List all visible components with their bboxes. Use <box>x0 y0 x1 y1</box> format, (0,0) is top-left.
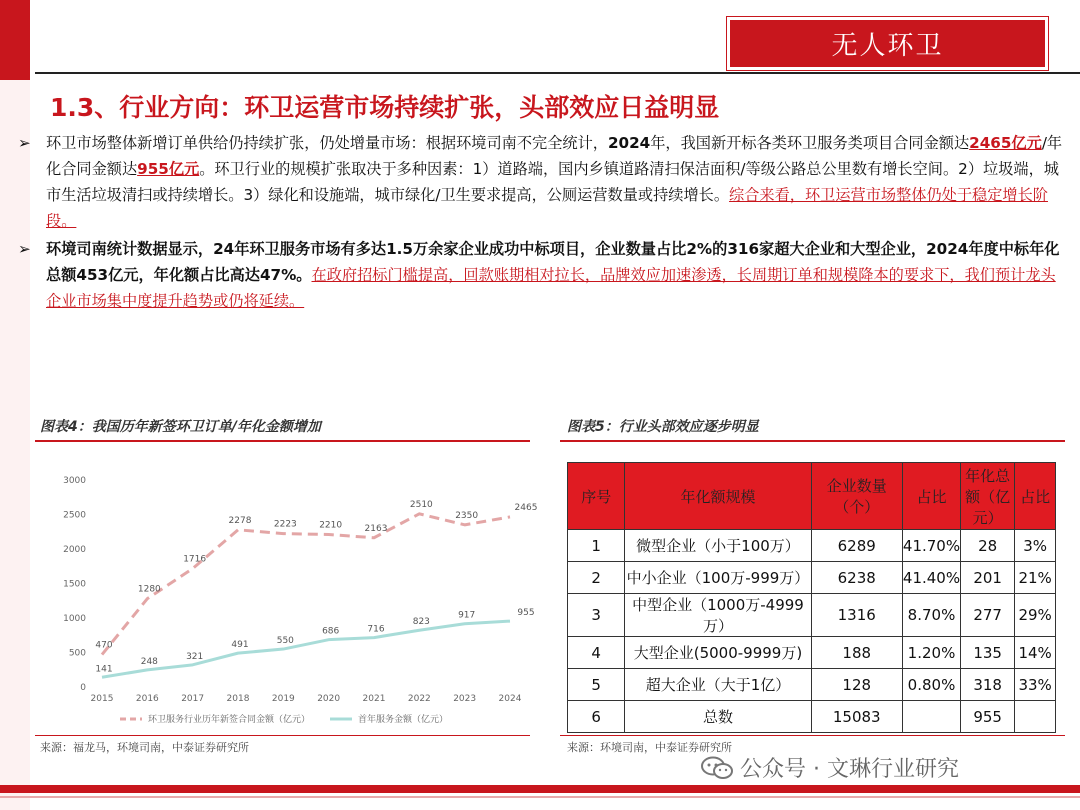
x-tick-label: 2024 <box>498 694 522 704</box>
figure4-bottom-rule <box>35 735 530 736</box>
figure5-title: 图表5：行业头部效应逐步明显 <box>567 419 759 435</box>
figure5-bottom-rule <box>560 735 1065 736</box>
table-header-cell: 占比 <box>902 463 960 530</box>
data-label: 321 <box>186 651 204 662</box>
bullet-paragraph-1 <box>18 130 1068 234</box>
para1-annual-amount: 955亿元 <box>137 160 200 178</box>
x-tick-label: 2016 <box>135 694 159 704</box>
table-row <box>568 594 1056 637</box>
table-cell: 21% <box>1015 562 1056 594</box>
table-header-cell: 企业数量（个） <box>811 463 902 530</box>
data-label: 1280 <box>137 584 161 595</box>
table-cell: 277 <box>961 594 1015 637</box>
table-row <box>568 562 1056 594</box>
table-header-cell: 占比 <box>1015 463 1056 530</box>
data-label: 141 <box>95 664 113 675</box>
data-label: 716 <box>367 624 385 635</box>
table-cell: 15083 <box>811 701 902 733</box>
data-label: 2465 <box>514 502 538 513</box>
table-cell: 201 <box>961 562 1015 594</box>
header-rule <box>35 72 1080 74</box>
data-label: 1716 <box>183 554 207 565</box>
table-cell: 188 <box>811 637 902 669</box>
table-cell: 超大企业（大于1亿） <box>625 669 811 701</box>
figure4-rule <box>35 440 530 442</box>
table-cell: 3 <box>568 594 625 637</box>
table-cell: 41.40% <box>902 562 960 594</box>
left-red-block <box>0 0 30 80</box>
x-tick-label: 2015 <box>90 694 114 704</box>
y-tick-label: 1500 <box>63 579 86 590</box>
enterprise-scale-table <box>567 462 1056 733</box>
table-cell: 6289 <box>811 530 902 562</box>
table-cell: 微型企业（小于100万） <box>625 530 811 562</box>
table-row <box>568 701 1056 733</box>
x-tick-label: 2018 <box>226 694 250 704</box>
legend-label: 首年服务金额（亿元） <box>358 715 449 725</box>
left-decor-strip <box>0 0 30 810</box>
y-tick-label: 500 <box>68 648 86 659</box>
x-tick-label: 2019 <box>271 694 295 704</box>
data-label: 248 <box>140 656 158 667</box>
para1-text-1: 环卫市场整体新增订单供给仍持续扩张，仍处增量市场：根据环境司南不完全统计， <box>46 134 608 152</box>
table-header-cell: 年化总额（亿元） <box>961 463 1015 530</box>
table-cell <box>1015 701 1056 733</box>
para2-conclusion: 在政府招标门槛提高，回款账期相对拉长，品牌效应加速渗透，长周期订单和规模降本的要求下，我们预计龙头企业市场集中度提升趋势或仍将延续。 <box>46 266 1056 310</box>
table-header-cell: 年化额规模 <box>625 463 811 530</box>
data-label: 955 <box>517 608 535 619</box>
x-tick-label: 2017 <box>181 694 205 704</box>
line-chart <box>40 455 538 735</box>
figure4-title: 图表4：我国历年新签环卫订单/年化金额增加 <box>40 419 321 435</box>
table-cell: 33% <box>1015 669 1056 701</box>
data-label: 2210 <box>319 520 343 531</box>
table-cell: 1316 <box>811 594 902 637</box>
table-cell: 955 <box>961 701 1015 733</box>
para1-text-2: 年，我国新开标各类环卫服务类项目合同金额达 <box>650 134 970 152</box>
table-cell: 2 <box>568 562 625 594</box>
figure5-source: 来源：环境司南，中泰证券研究所 <box>567 741 732 754</box>
data-label: 2350 <box>455 510 479 521</box>
data-label: 2223 <box>273 519 297 530</box>
table-cell: 29% <box>1015 594 1056 637</box>
y-tick-label: 2000 <box>63 545 86 555</box>
data-label: 2278 <box>228 515 252 526</box>
table-cell: 总数 <box>625 701 811 733</box>
table-cell: 中小企业（100万-999万） <box>625 562 811 594</box>
bullet-arrow-icon: ➢ <box>18 134 31 152</box>
x-tick-label: 2021 <box>362 694 386 704</box>
table-cell: 3% <box>1015 530 1056 562</box>
y-tick-label: 1000 <box>63 614 86 624</box>
y-tick-label: 2500 <box>63 510 86 521</box>
data-label: 470 <box>95 640 113 651</box>
footer-band <box>0 785 1080 793</box>
table-header-row <box>568 463 1056 530</box>
contract-amount-line <box>102 514 510 655</box>
table-cell: 1 <box>568 530 625 562</box>
data-label: 823 <box>412 617 430 628</box>
table-cell: 128 <box>811 669 902 701</box>
table-cell <box>902 701 960 733</box>
watermark <box>700 752 959 783</box>
bullet-arrow-icon: ➢ <box>18 240 31 258</box>
table-row <box>568 669 1056 701</box>
table-cell: 8.70% <box>902 594 960 637</box>
table-cell: 135 <box>961 637 1015 669</box>
y-tick-label: 0 <box>80 683 86 693</box>
table-cell: 0.80% <box>902 669 960 701</box>
annual-amount-line <box>102 621 510 677</box>
legend-label: 环卫服务行业历年新签合同金额（亿元） <box>148 715 311 725</box>
para1-conclusion: 综合来看，环卫运营市场整体仍处于稳定增长阶段。 <box>46 186 1048 230</box>
watermark-text: 公众号 · 文琳行业研究 <box>740 757 959 782</box>
data-label: 491 <box>231 640 249 651</box>
x-tick-label: 2020 <box>317 694 341 704</box>
body-text <box>18 130 1068 316</box>
line-chart-svg <box>40 455 538 735</box>
table-cell: 6 <box>568 701 625 733</box>
figure4-source: 来源：福龙马，环境司南，中泰证券研究所 <box>40 741 249 754</box>
x-tick-label: 2022 <box>407 694 431 704</box>
footer-line <box>0 796 1080 798</box>
data-label: 917 <box>458 610 476 621</box>
para1-text-3: /年化合同金额达 <box>46 134 1063 178</box>
table-cell: 14% <box>1015 637 1056 669</box>
table-row <box>568 637 1056 669</box>
table-row <box>568 530 1056 562</box>
table-header-cell: 序号 <box>568 463 625 530</box>
figure5-rule <box>560 440 1065 442</box>
table-cell: 4 <box>568 637 625 669</box>
para1-year: 2024 <box>607 134 651 152</box>
data-label: 686 <box>322 626 340 637</box>
para1-contract-amount: 2465亿元 <box>969 134 1042 152</box>
table-cell: 318 <box>961 669 1015 701</box>
section-tag: 无人环卫 <box>727 17 1048 70</box>
para1-text-4: 。环卫行业的规模扩张取决于多种因素：1）道路端，国内乡镇道路清扫保洁面积/等级公路总公里数有增长空间。2）垃圾端，城市生活垃圾清扫或持续增长。3）绿化和设施端，城市绿化/卫生要求提高，公厕运营数量或持续增长。 <box>46 160 1059 204</box>
data-label: 550 <box>276 636 294 647</box>
page-title: 1.3、行业方向：环卫运营市场持续扩张，头部效应日益明显 <box>50 93 720 122</box>
table-cell: 28 <box>961 530 1015 562</box>
table-cell: 41.70% <box>902 530 960 562</box>
bullet-paragraph-2 <box>18 236 1068 314</box>
y-tick-label: 3000 <box>63 476 86 486</box>
para2-text: 环境司南统计数据显示，24年环卫服务市场有多达1.5万余家企业成功中标项目，企业数量占比2%的316家超大企业和大型企业，2024年度中标年化总额453亿元，年化额占比高达47%。 <box>46 240 1060 284</box>
table-cell: 中型企业（1000万-4999万） <box>625 594 811 637</box>
table-cell: 1.20% <box>902 637 960 669</box>
table-cell: 6238 <box>811 562 902 594</box>
table-cell: 5 <box>568 669 625 701</box>
wechat-icon <box>700 756 734 780</box>
x-tick-label: 2023 <box>453 694 477 704</box>
data-label: 2163 <box>364 523 388 534</box>
data-label: 2510 <box>409 499 433 510</box>
table-cell: 大型企业(5000-9999万) <box>625 637 811 669</box>
